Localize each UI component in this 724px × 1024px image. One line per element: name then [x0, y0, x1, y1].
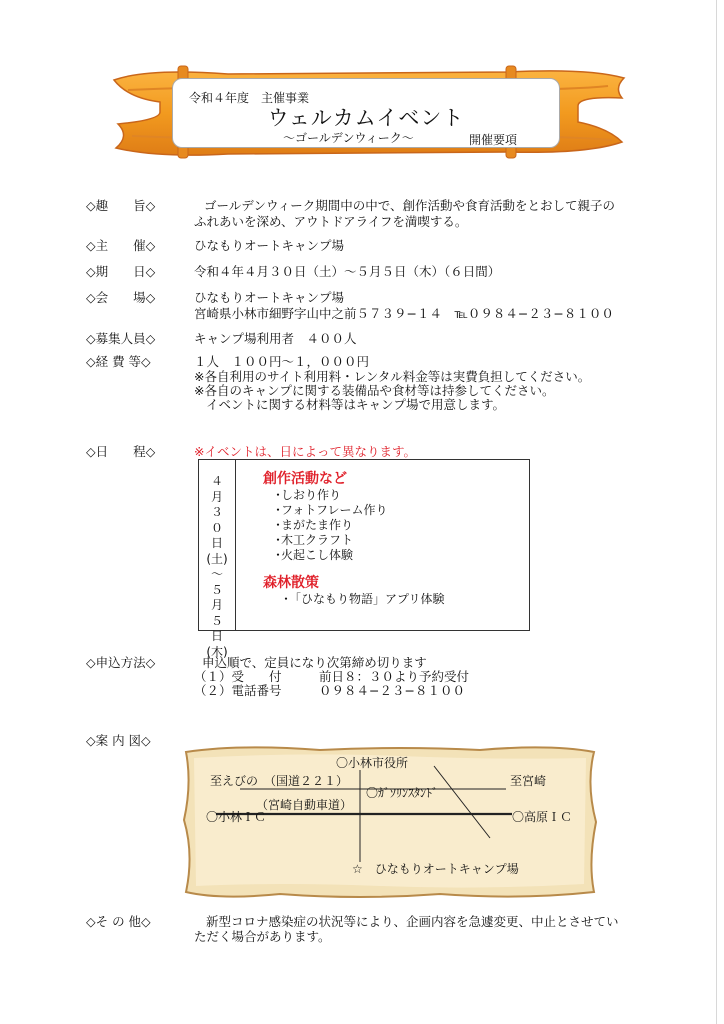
- host-value: ひなもりオートキャンプ場: [194, 238, 345, 253]
- map-city-hall: 〇小林市役所: [336, 756, 409, 770]
- venue-label: ◇会 場◇: [86, 290, 156, 305]
- schedule-date-char: ５: [210, 582, 223, 597]
- recruit-label: ◇募集人員◇: [86, 331, 156, 346]
- schedule-date-char: 月: [210, 598, 223, 612]
- purpose-label: ◇趣 旨◇: [86, 198, 156, 213]
- schedule-date-char: ～: [210, 567, 223, 581]
- schedule-date-char: (土): [206, 551, 228, 566]
- apply-line-1: 申込順で、定員になり次第締め切ります: [202, 655, 427, 670]
- cost-line-1: １人 １００円～１，０００円: [194, 354, 370, 369]
- schedule-list-item: ･まがたま作り: [275, 518, 354, 532]
- other-label: ◇そ の 他◇: [86, 914, 151, 929]
- apply-line-3: （２）電話番号 ０９８４−２３−８１００: [194, 683, 465, 698]
- cost-line-2: ※各自利用のサイト利用料・レンタル料金等は実費負担してください。: [194, 369, 591, 384]
- map-kobayashi-ic: 〇小林ＩＣ: [206, 810, 267, 824]
- map-campsite: ☆ ひなもりオートキャンプ場: [352, 862, 519, 876]
- other-line-2: ただく場合があります。: [194, 929, 331, 944]
- other-line-1: 新型コロナ感染症の状況等により、企画内容を急遽変更、中止とさせてい: [206, 914, 619, 929]
- schedule-list-item: ･フォトフレーム作り: [275, 503, 388, 517]
- map-route-221: （国道２２１）: [264, 774, 349, 788]
- period-label: ◇期 日◇: [86, 264, 156, 279]
- schedule-date-char: 日: [210, 536, 223, 550]
- purpose-line-2: ふれあいを深め、アウトドアライフを満喫する。: [194, 214, 468, 229]
- apply-line-2: （１）受 付 前日８：３０より予約受付: [194, 669, 470, 684]
- schedule-group-1-title: 創作活動など: [263, 471, 347, 487]
- map-takaharu-ic: 〇高原ＩＣ: [512, 810, 573, 824]
- schedule-date-char: ５: [210, 613, 223, 628]
- map-expressway: （宮崎自動車道）: [256, 798, 353, 812]
- banner-top-line: 令和４年度 主催事業: [189, 91, 310, 105]
- cost-line-4: イベントに関する材料等はキャンプ場で用意します。: [206, 397, 506, 412]
- banner-text-box: [172, 78, 560, 148]
- schedule-box: [198, 459, 530, 659]
- cost-line-3: ※各自のキャンプに関する装備品や食材等は持参してください。: [194, 383, 555, 398]
- schedule-divider: [235, 460, 236, 630]
- schedule-group-1-list: [275, 488, 388, 563]
- page-edge-line: [716, 0, 717, 1024]
- apply-label: ◇申込方法◇: [86, 655, 156, 670]
- schedule-date-column: [199, 474, 235, 660]
- recruit-value: キャンプ場利用者 ４００人: [194, 331, 357, 346]
- venue-line-1: ひなもりオートキャンプ場: [194, 290, 345, 305]
- schedule-date-char: 月: [210, 489, 223, 504]
- schedule-date-char: ４: [210, 474, 223, 488]
- period-value: 令和４年４月３０日（土）～５月５日（木）（６日間）: [194, 264, 501, 279]
- schedule-list-item: ･火起こし体験: [275, 548, 354, 562]
- schedule-date-char: ３: [210, 505, 223, 519]
- map-to-miyazaki: 至宮崎: [510, 774, 547, 788]
- map-gas-station: 〇ｶﾞｿﾘﾝｽﾀﾝﾄﾞ: [366, 786, 439, 800]
- title-banner: [108, 62, 630, 162]
- schedule-list-item: ･木工クラフト: [275, 533, 354, 547]
- schedule-list-item: ･しおり作り: [275, 488, 342, 502]
- map-label: ◇案 内 図◇: [86, 733, 151, 748]
- schedule-date-char: 日: [210, 629, 223, 643]
- cost-label: ◇経 費 等◇: [86, 354, 151, 369]
- schedule-group-2-title: 森林散策: [263, 575, 319, 591]
- host-label: ◇主 催◇: [86, 238, 156, 253]
- guide-map: [180, 744, 600, 900]
- schedule-group-2-item: ･「ひなもり物語」アプリ体験: [283, 592, 445, 606]
- map-to-ebino: 至えびの: [210, 774, 259, 788]
- schedule-note: ※イベントは、日によって異なります。: [194, 444, 416, 459]
- schedule-date-char: (木): [206, 644, 228, 659]
- purpose-line-1: ゴールデンウィーク期間中の中で、創作活動や食育活動をとおして親子の: [204, 198, 616, 213]
- banner-right-label: 開催要項: [469, 133, 518, 147]
- banner-title: ウェルカムイベント: [267, 106, 465, 130]
- banner-subtitle: ～ゴールデンウィーク～: [283, 131, 414, 145]
- schedule-label: ◇日 程◇: [86, 444, 156, 459]
- venue-line-2: 宮崎県小林市細野字山中之前５７３９−１４ ℡０９８４−２３−８１００: [194, 306, 614, 321]
- schedule-date-char: ０: [210, 520, 223, 535]
